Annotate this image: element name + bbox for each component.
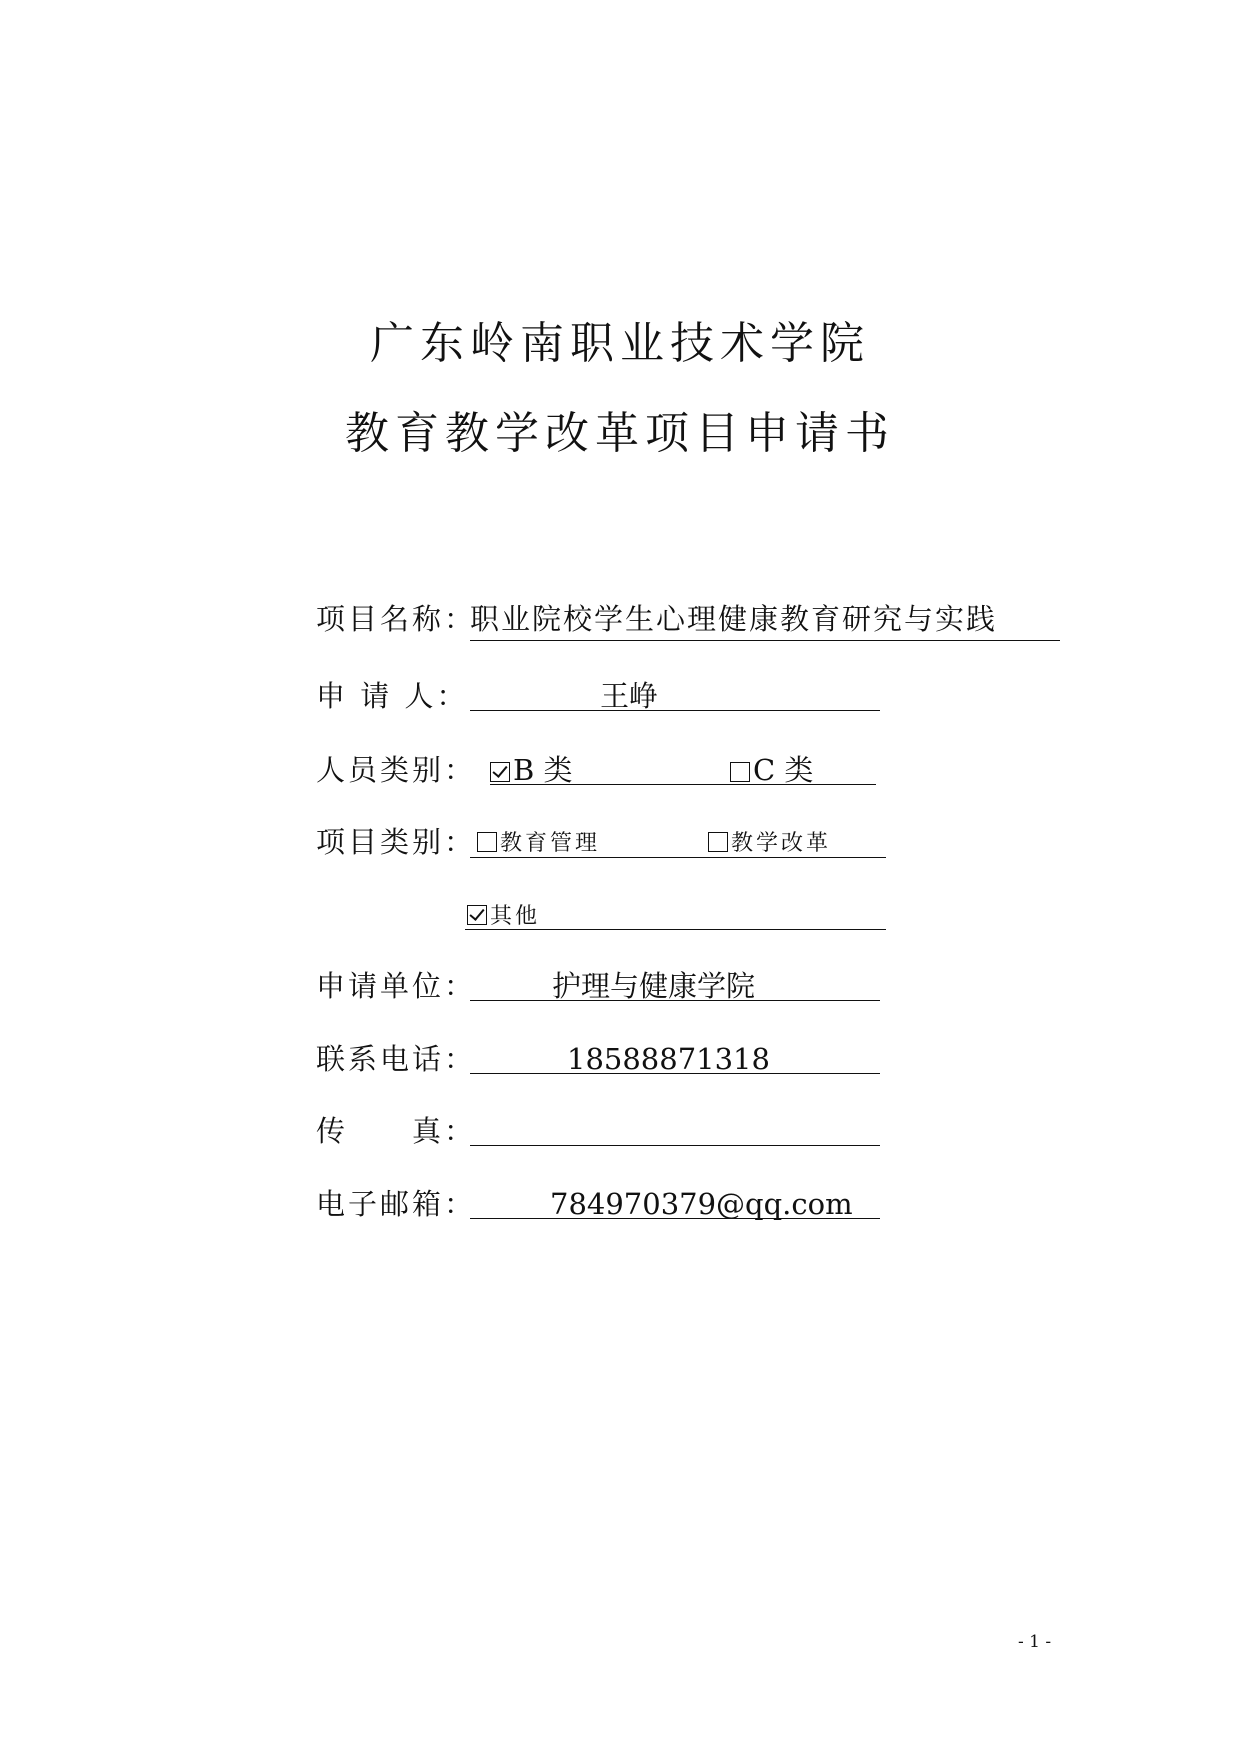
option-teaching-reform-label: 教学改革 (731, 831, 832, 856)
phone-value[interactable]: 18588871318 (567, 1042, 770, 1076)
project-category-label: 项目类别： (316, 825, 477, 859)
personnel-category-underline (490, 784, 876, 785)
project-name-value[interactable]: 职业院校学生心理健康教育研究与实践 (470, 602, 998, 636)
option-education-management-label: 教育管理 (500, 831, 601, 856)
option-c-class[interactable] (730, 753, 814, 787)
option-b-class[interactable] (490, 753, 573, 787)
option-b-class-label: B 类 (513, 753, 573, 787)
fax-underline (470, 1145, 880, 1146)
email-label: 电子邮箱： (316, 1187, 477, 1221)
other-underline (465, 929, 886, 930)
page-number: - 1 - (1018, 1632, 1052, 1652)
applicant-underline (470, 710, 880, 711)
applicant-label: 申 请 人： (316, 679, 469, 713)
checkbox-empty-icon[interactable] (730, 762, 750, 782)
option-other[interactable] (467, 905, 540, 928)
phone-label: 联系电话： (316, 1042, 477, 1076)
checkbox-empty-icon[interactable] (708, 832, 728, 852)
document-title: 教育教学改革项目申请书 (345, 408, 895, 459)
checkbox-empty-icon[interactable] (477, 832, 497, 852)
email-underline (470, 1218, 880, 1219)
school-name: 广东岭南职业技术学院 (370, 318, 870, 369)
checkbox-checked-icon[interactable] (490, 762, 510, 782)
applicant-value[interactable]: 王峥 (600, 679, 659, 713)
project-category-underline (470, 857, 886, 858)
unit-underline (470, 1000, 880, 1001)
phone-underline (470, 1073, 880, 1074)
project-name-label: 项目名称： (316, 602, 477, 636)
email-value[interactable]: 784970379@qq.com (550, 1187, 853, 1221)
option-education-management[interactable] (477, 832, 600, 855)
option-c-class-label: C 类 (753, 753, 814, 787)
personnel-category-label: 人员类别： (316, 753, 477, 787)
checkbox-checked-icon[interactable] (467, 905, 487, 925)
fax-label: 传 真： (316, 1114, 477, 1148)
option-teaching-reform[interactable] (708, 832, 831, 855)
option-other-label: 其他 (490, 904, 541, 929)
unit-label: 申请单位： (316, 969, 477, 1003)
project-name-underline (470, 640, 1060, 641)
unit-value[interactable]: 护理与健康学院 (552, 969, 756, 1003)
